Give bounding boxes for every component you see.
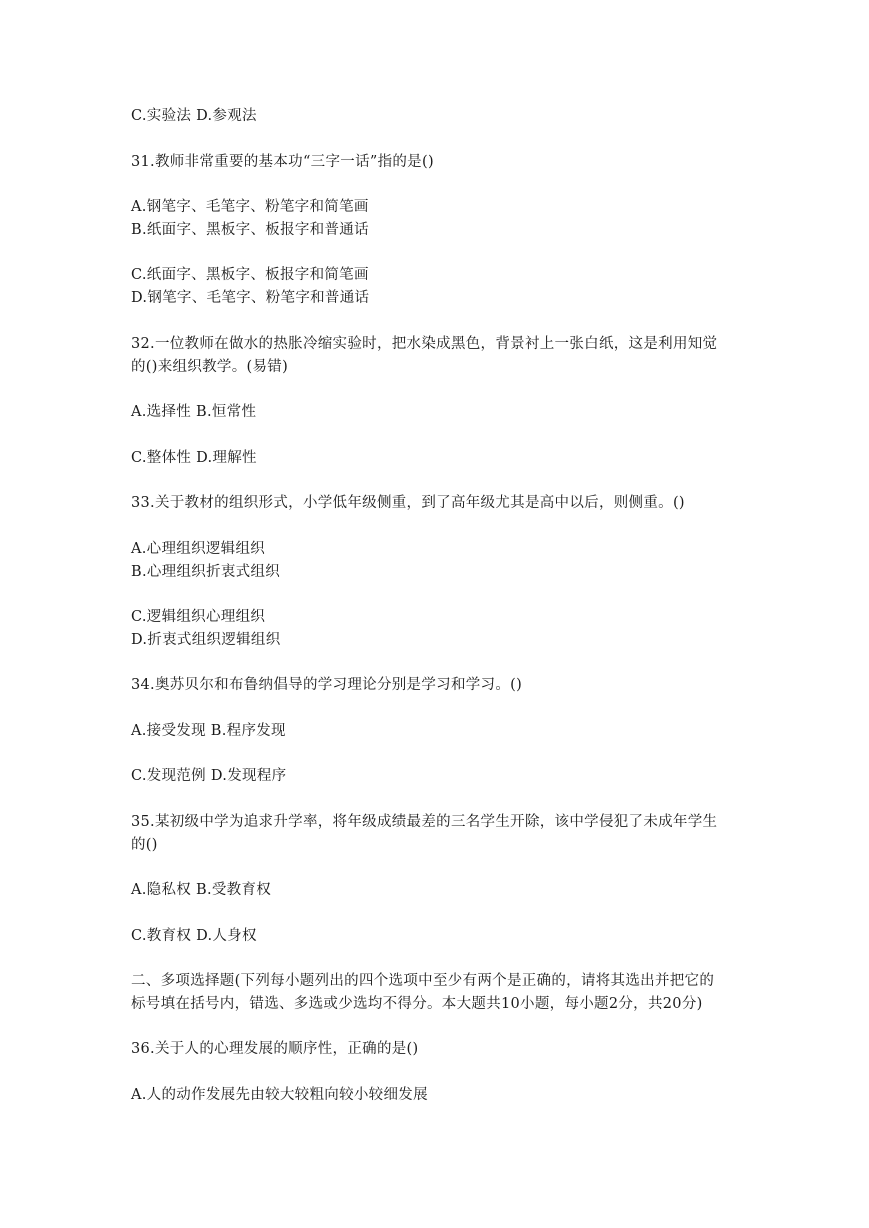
question-34-stem: 34.奥苏贝尔和布鲁纳倡导的学习理论分别是学习和学习。() — [131, 677, 523, 693]
option-line: C.教育权 D.人身权 — [131, 928, 257, 944]
option-line: A.钢笔字、毛笔字、粉笔字和简笔画 — [131, 199, 369, 215]
option-line: C.逻辑组织心理组织 — [131, 609, 266, 625]
question-35-stem: 35.某初级中学为追求升学率，将年级成绩最差的三名学生开除，该中学侵犯了未成年学生 — [131, 814, 718, 830]
option-line: A.选择性 B.恒常性 — [131, 404, 257, 420]
question-31-stem: 31.教师非常重要的基本功“三字一话”指的是() — [131, 154, 434, 170]
option-line: C.发现范例 D.发现程序 — [131, 768, 287, 784]
option-line: C.整体性 D.理解性 — [131, 450, 257, 466]
option-line: C.实验法 D.参观法 — [131, 108, 257, 124]
question-36-stem: 36.关于人的心理发展的顺序性，正确的是() — [131, 1041, 419, 1057]
option-line: B.纸面字、黑板字、板报字和普通话 — [131, 222, 369, 238]
option-line: A.人的动作发展先由较大较粗向较小较细发展 — [131, 1087, 428, 1103]
option-line: C.纸面字、黑板字、板报字和简笔画 — [131, 267, 369, 283]
question-33-stem: 33.关于教材的组织形式，小学低年级侧重，到了高年级尤其是高中以后，则侧重。() — [131, 495, 685, 511]
question-32-stem-cont: 的()来组织教学。(易错) — [131, 359, 289, 375]
option-line: A.接受发现 B.程序发现 — [131, 723, 286, 739]
section-heading: 二、多项选择题(下列每小题列出的四个选项中至少有两个是正确的，请将其选出并把它的 — [131, 973, 715, 989]
question-35-stem-cont: 的() — [131, 837, 158, 853]
option-line: B.心理组织折衷式组织 — [131, 564, 281, 580]
option-line: D.钢笔字、毛笔字、粉笔字和普通话 — [131, 290, 370, 306]
option-line: D.折衷式组织逻辑组织 — [131, 632, 281, 648]
section-heading-cont: 标号填在括号内，错选、多选或少选均不得分。本大题共10小题，每小题2分，共20分) — [131, 996, 703, 1012]
question-32-stem: 32.一位教师在做水的热胀冷缩实验时，把水染成黑色，背景衬上一张白纸，这是利用知觉 — [131, 336, 718, 352]
option-line: A.心理组织逻辑组织 — [131, 541, 266, 557]
option-line: A.隐私权 B.受教育权 — [131, 882, 272, 898]
